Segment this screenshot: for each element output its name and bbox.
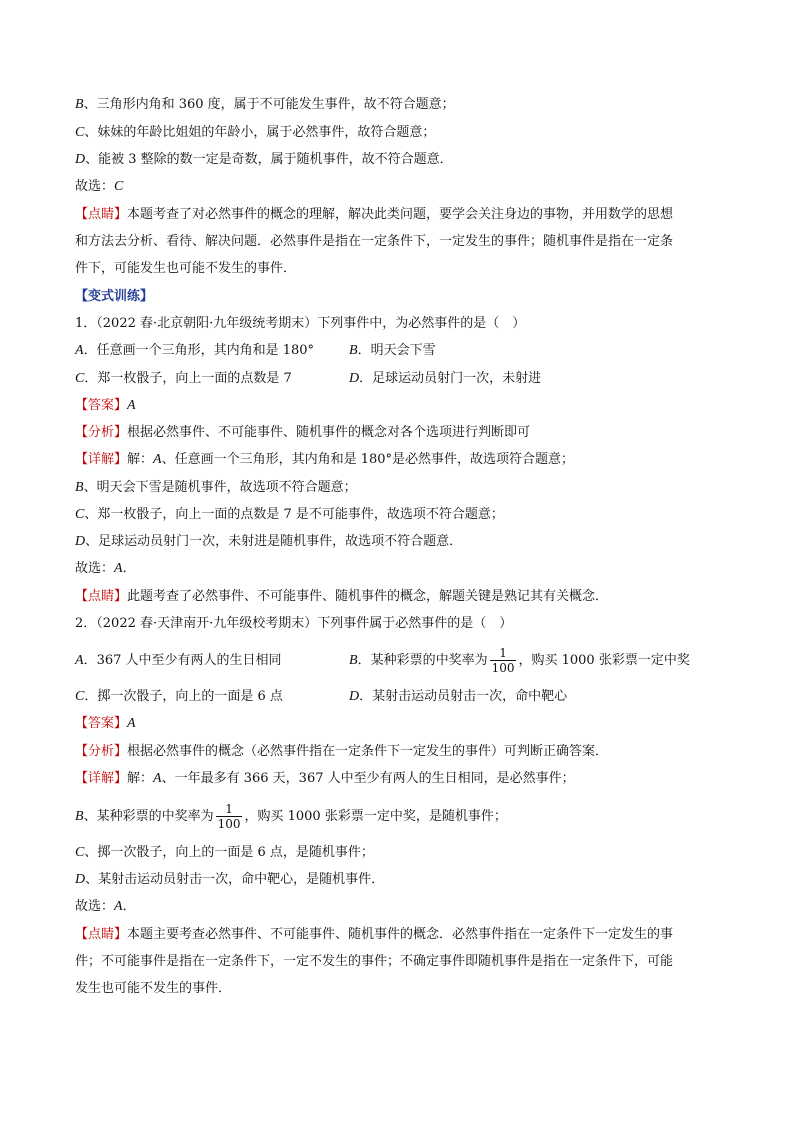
option-letter: C [75, 371, 85, 386]
q1-detail [75, 451, 574, 469]
choose-prefix: 故选： [75, 899, 115, 914]
q2-analysis [75, 743, 608, 761]
option-text: ．某种彩票的中奖率为 [357, 653, 488, 668]
detail-text: ，购买 1000 张彩票一定中奖，是随机事件； [244, 809, 507, 824]
answer-letter: A [127, 716, 136, 731]
option-letter: C [75, 845, 85, 860]
question-1-stem: 1．（2022 春·北京朝阳·九年级统考期末）下列事件中，为必然事件的是（ ） [75, 316, 526, 331]
point-text: 本题主要考查必然事件、不可能事件、随机事件的概念．必然事件指在一定条件下一定发生的事 [127, 927, 674, 942]
option-text: 、能被 3 整除的数一定是奇数，属于随机事件，故不符合题意． [85, 152, 453, 167]
option-letter: B [75, 480, 84, 495]
q2-answer [75, 715, 136, 733]
choose-suffix: ． [122, 561, 136, 576]
choose-prefix: 故选： [75, 561, 115, 576]
option-text: ，购买 1000 张彩票一定中奖 [518, 653, 690, 668]
fraction-denominator: 100 [491, 661, 515, 675]
option-letter: D [349, 371, 360, 386]
q1-point [75, 588, 608, 606]
option-text: ．掷一次骰子，向上的一面是 6 点 [84, 689, 283, 704]
q1-option-d [349, 370, 541, 388]
point-text: 此题考查了必然事件、不可能事件、随机事件的概念，解题关键是熟记其有关概念． [127, 589, 609, 604]
option-text: ．任意画一个三角形，其内角和是 180° [83, 343, 315, 358]
detail-text: 、明天会下雪是随机事件，故选项不符合题意； [83, 480, 357, 495]
q1-option-b [349, 342, 436, 360]
choose-suffix: ． [122, 899, 136, 914]
q1-detail-c [75, 506, 504, 524]
option-letter: B [349, 653, 358, 668]
answer-letter: A [127, 398, 136, 413]
q2-point-line-3 [75, 980, 231, 998]
q2-point-line-2 [75, 953, 673, 971]
option-letter: D [75, 152, 86, 167]
option-letter: B [75, 809, 84, 824]
detail-pre: 解： [127, 452, 154, 467]
q2-detail-b [75, 798, 507, 836]
q1-detail-d [75, 533, 462, 551]
point-tag: 【点睛】 [75, 589, 128, 604]
point-line-1 [75, 206, 673, 224]
fraction-numerator: 1 [490, 646, 517, 661]
answer-tag: 【答案】 [75, 398, 128, 413]
option-c-explanation [75, 124, 435, 142]
q2-option-b [349, 637, 690, 685]
option-letter: A [75, 653, 84, 668]
q1-option-c [75, 370, 292, 388]
option-d-explanation [75, 151, 453, 169]
option-letter: A [153, 771, 162, 786]
q2-choose [75, 898, 136, 916]
option-letter: A [75, 343, 84, 358]
q2-option-d [349, 688, 567, 706]
option-text: ．367 人中至少有两人的生日相同 [83, 653, 282, 668]
point-line-3 [75, 260, 296, 278]
choose-line [75, 178, 123, 196]
fraction-numerator: 1 [216, 802, 243, 817]
choose-letter: C [114, 179, 124, 194]
detail-text: 、任意画一个三角形，其内角和是 180°是必然事件，故选项符合题意； [161, 452, 575, 467]
detail-tag: 【详解】 [75, 771, 128, 786]
point-text: 和方法去分析、看待、解决问题．必然事件是指在一定条件下，一定发生的事件；随机事件是指在一定条 [75, 234, 674, 249]
fraction [490, 646, 517, 675]
choose-letter: A [114, 899, 123, 914]
option-letter: D [349, 689, 360, 704]
detail-text: 、郑一枚骰子，向上一面的点数是 7 是不可能事件，故选项不符合题意； [84, 507, 504, 522]
q2-point-line-1 [75, 926, 673, 944]
option-letter: C [75, 507, 85, 522]
analysis-tag: 【分析】 [75, 425, 128, 440]
point-tag: 【点睛】 [75, 207, 128, 222]
q1-analysis [75, 424, 530, 442]
point-text: 本题考查了对必然事件的概念的理解，解决此类问题，要学会关注身边的事物，并用数学的思想 [127, 207, 674, 222]
q1-choose [75, 560, 136, 578]
question-2-stem: 2．（2022 春·天津南开·九年级校考期末）下列事件属于必然事件的是（ ） [75, 616, 513, 631]
analysis-text: 根据必然事件、不可能事件、随机事件的概念对各个选项进行判断即可 [127, 425, 531, 440]
q1-detail-b [75, 479, 357, 497]
choose-prefix: 故选： [75, 179, 115, 194]
q1-option-a [75, 342, 314, 360]
option-letter: C [75, 689, 85, 704]
option-letter: D [75, 872, 86, 887]
detail-pre: 解： [127, 771, 154, 786]
q2-detail [75, 770, 575, 788]
q2-detail-c [75, 844, 374, 862]
q1-answer [75, 397, 136, 415]
q2-option-c [75, 688, 283, 706]
detail-tag: 【详解】 [75, 452, 128, 467]
option-letter: C [75, 125, 85, 140]
fraction [216, 802, 243, 831]
point-line-2 [75, 233, 673, 251]
detail-text: 、一年最多有 366 天，367 人中至少有两人的生日相同，是必然事件； [161, 771, 575, 786]
option-letter: A [153, 452, 162, 467]
detail-text: 、某射击运动员射击一次，命中靶心，是随机事件． [85, 872, 385, 887]
option-letter: B [75, 97, 84, 112]
option-text: ．郑一枚骰子，向上一面的点数是 7 [84, 371, 292, 386]
option-letter: B [349, 343, 358, 358]
analysis-tag: 【分析】 [75, 744, 128, 759]
option-text: ．足球运动员射门一次，未射进 [359, 371, 542, 386]
option-letter: D [75, 534, 86, 549]
choose-letter: A [114, 561, 123, 576]
q2-option-a [75, 652, 282, 670]
point-text: 件；不可能事件是指在一定条件下，一定不发生的事件；不确定事件即随机事件是指在一定条件下，可能 [75, 954, 674, 969]
point-text: 件下，可能发生也可能不发生的事件． [75, 261, 297, 276]
point-tag: 【点睛】 [75, 927, 128, 942]
point-text: 发生也可能不发生的事件． [75, 981, 232, 996]
option-text: 、三角形内角和 360 度，属于不可能发生事件，故不符合题意； [83, 97, 455, 112]
option-text: ．明天会下雪 [357, 343, 436, 358]
fraction-denominator: 100 [217, 817, 241, 831]
q2-detail-d [75, 871, 384, 889]
answer-tag: 【答案】 [75, 716, 128, 731]
analysis-text: 根据必然事件的概念（必然事件指在一定条件下一定发生的事件）可判断正确答案． [127, 744, 609, 759]
detail-text: 、掷一次骰子，向上的一面是 6 点，是随机事件； [84, 845, 374, 860]
detail-text: 、足球运动员射门一次，未射进是随机事件，故选项不符合题意． [85, 534, 463, 549]
detail-text: 、某种彩票的中奖率为 [83, 809, 214, 824]
option-text: 、妹妹的年龄比姐姐的年龄小，属于必然事件，故符合题意； [84, 125, 436, 140]
option-b-explanation [75, 96, 455, 114]
section-title: 【变式训练】 [75, 289, 154, 304]
option-text: ．某射击运动员射击一次，命中靶心 [359, 689, 568, 704]
